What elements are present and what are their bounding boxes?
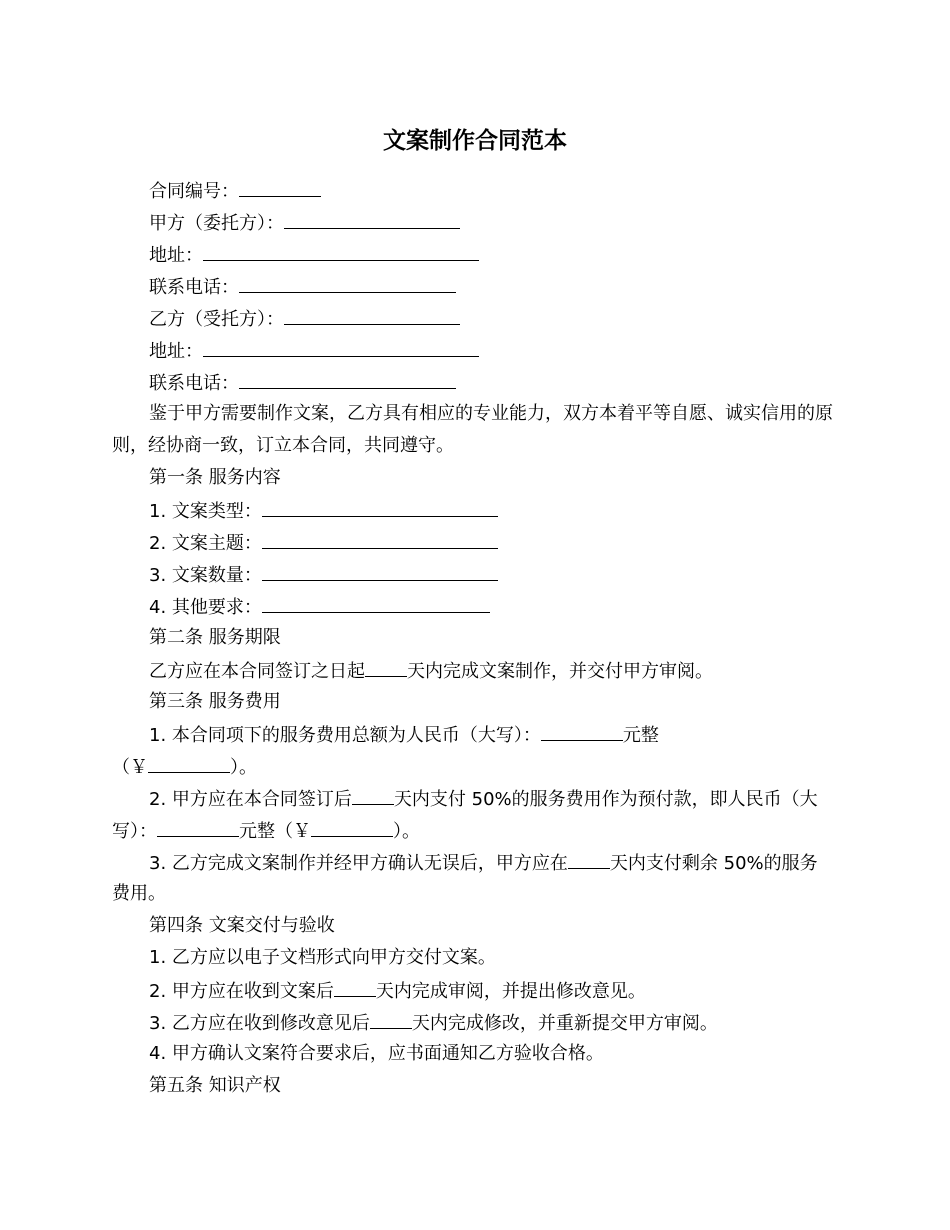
fee-prepay-line xyxy=(112,782,842,814)
service-item-theme-label: 2. 文案主题： xyxy=(149,533,262,554)
fee-prepay-text-d: 元整（￥ xyxy=(239,821,311,842)
fee-prepay-line-2 xyxy=(112,814,842,846)
service-item-quantity-blank xyxy=(262,558,498,581)
party-b-address-blank xyxy=(203,334,479,357)
delivery-item-3-text-b: 天内完成修改，并重新提交甲方审阅。 xyxy=(411,1013,718,1034)
party-b-phone-blank xyxy=(239,366,456,389)
service-item-other-label: 4. 其他要求： xyxy=(149,597,262,618)
party-b-blank xyxy=(284,302,460,325)
contract-number-line xyxy=(112,174,842,206)
delivery-item-3 xyxy=(112,1006,842,1038)
delivery-item-3-text-a: 3. 乙方应在收到修改意见后 xyxy=(149,1013,370,1034)
party-b-label: 乙方（受托方）： xyxy=(149,309,284,330)
fee-balance-text-b: 天内支付剩余 50%的服务 xyxy=(609,853,818,874)
service-item-quantity xyxy=(112,558,842,590)
party-b-line xyxy=(112,302,842,334)
fee-total-text-a: 1. 本合同项下的服务费用总额为人民币（大写）： xyxy=(149,725,541,746)
fee-total-words-blank xyxy=(541,718,623,741)
fee-total-line-2 xyxy=(112,750,842,782)
document-title: 文案制作合同范本 xyxy=(383,128,567,154)
fee-prepay-days-blank xyxy=(352,782,394,805)
fee-balance-days-blank xyxy=(568,846,610,869)
fee-total-line xyxy=(112,718,842,750)
fee-balance-line xyxy=(112,846,842,878)
contract-number-label: 合同编号： xyxy=(149,181,239,202)
service-term-days-blank xyxy=(365,654,407,677)
fee-balance-text-a: 3. 乙方完成文案制作并经甲方确认无误后，甲方应在 xyxy=(149,853,568,874)
article-5-heading: 第五条 知识产权 xyxy=(149,1075,281,1096)
contract-body xyxy=(112,174,842,1102)
party-a-phone-line xyxy=(112,270,842,302)
delivery-item-4: 4. 甲方确认文案符合要求后，应书面通知乙方验收合格。 xyxy=(149,1043,604,1064)
party-b-address-line xyxy=(112,334,842,366)
article-3-heading: 第三条 服务费用 xyxy=(149,691,281,712)
service-item-other xyxy=(112,590,842,622)
delivery-item-2 xyxy=(112,974,842,1006)
delivery-item-2-text-a: 2. 甲方应在收到文案后 xyxy=(149,981,334,1002)
service-item-quantity-label: 3. 文案数量： xyxy=(149,565,262,586)
party-a-phone-blank xyxy=(239,270,456,293)
fee-prepay-text-a: 2. 甲方应在本合同签订后 xyxy=(149,789,352,810)
service-term-line xyxy=(112,654,842,686)
party-a-label: 甲方（委托方）： xyxy=(149,213,284,234)
party-a-address-blank xyxy=(203,238,479,261)
party-b-address-label: 地址： xyxy=(149,341,203,362)
fee-total-text-b: 元整 xyxy=(622,725,659,746)
fee-prepay-text-e: ）。 xyxy=(393,821,420,842)
fee-total-amount-blank xyxy=(148,750,230,773)
delivery-item-2-text-b: 天内完成审阅，并提出修改意见。 xyxy=(375,981,646,1002)
service-term-text-b: 天内完成文案制作，并交付甲方审阅。 xyxy=(407,661,713,682)
fee-total-text-c: （￥ xyxy=(112,757,148,778)
article-1-heading: 第一条 服务内容 xyxy=(149,467,281,488)
fee-prepay-text-c: 写）： xyxy=(112,821,157,842)
service-item-other-blank xyxy=(262,590,490,613)
contract-number-blank xyxy=(239,174,321,197)
fee-prepay-amount-blank xyxy=(311,814,393,837)
service-item-type xyxy=(112,494,842,526)
service-term-text-a: 乙方应在本合同签订之日起 xyxy=(149,661,365,682)
fee-prepay-words-blank xyxy=(157,814,239,837)
party-a-line xyxy=(112,206,842,238)
fee-prepay-text-b: 天内支付 50%的服务费用作为预付款，即人民币（大 xyxy=(393,789,818,810)
party-b-phone-label: 联系电话： xyxy=(149,373,239,394)
article-4-heading: 第四条 文案交付与验收 xyxy=(149,915,335,936)
service-item-theme-blank xyxy=(262,526,498,549)
service-item-type-label: 1. 文案类型： xyxy=(149,501,262,522)
party-b-phone-line xyxy=(112,366,842,398)
service-item-theme xyxy=(112,526,842,558)
service-item-type-blank xyxy=(262,494,498,517)
article-2-heading: 第二条 服务期限 xyxy=(149,627,281,648)
preamble-paragraph: 鉴于甲方需要制作文案，乙方具有相应的专业能力，双方本着平等自愿、诚实信用的原则，经协商一致，订立本合同，共同遵守。 xyxy=(112,403,833,456)
fee-total-text-d: ）。 xyxy=(230,757,257,778)
party-a-blank xyxy=(284,206,460,229)
revision-days-blank xyxy=(370,1006,412,1029)
party-a-phone-label: 联系电话： xyxy=(149,277,239,298)
party-a-address-line xyxy=(112,238,842,270)
party-a-address-label: 地址： xyxy=(149,245,203,266)
delivery-item-1: 1. 乙方应以电子文档形式向甲方交付文案。 xyxy=(149,947,496,968)
review-days-blank xyxy=(334,974,376,997)
fee-balance-line-2: 费用。 xyxy=(112,883,166,904)
